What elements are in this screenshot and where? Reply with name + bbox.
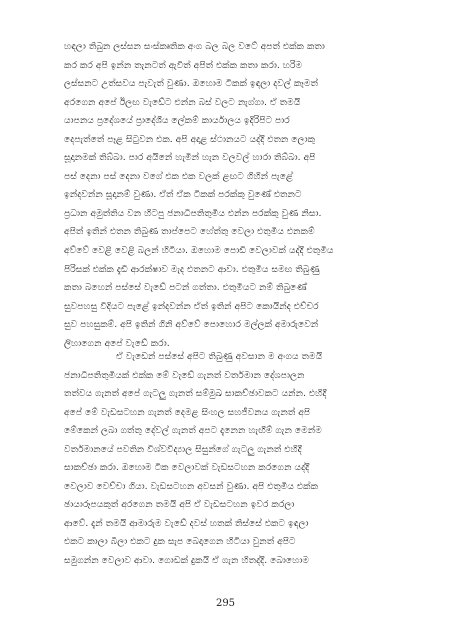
text-line: දෙපැත්තේ පෑළ සිටුවන එක. අපි අදාළ ස්ථානයට යද්දී එතන ලොකු xyxy=(64,133,316,145)
text-line: යාපනය ප්‍රදේශයේ ප්‍රාදේශීය ලේකම් කාර්යාලය ඉදිරිපිට පාර xyxy=(64,115,290,127)
paragraph-2 xyxy=(64,348,393,571)
text-line: සූදානමක් තිබ්බා. පාර අයිනේ හැමින් හැන වලවල් හාරා තිබ්බා. අපි xyxy=(64,152,316,164)
text-line: ජනාධිපතිතුමියක් එක්ක මේ වැඩේ ගැනත් වර්තමාන දේශපාලන xyxy=(64,369,305,381)
text-line: කතා බහෙන් පස්සේ වැඩේ පටන් ගත්තා. එතුමියට නම් තිබුණේ xyxy=(64,282,307,294)
text-line: සමුගන්න වෙලාව ආවා. ගොඩක් දුකයි ඒ ගැන හිතද්දී. බොහොම xyxy=(64,555,310,567)
text-line: අරගෙන අපේ ඊලඟ වැඩේට එන්න බස් වලට නැග්ගා. ඒ තමයි xyxy=(64,96,301,108)
text-line: සුවපහසු විදියට පැළේ ඉන්දවන්න ඒත් ඉතින් අපිට කොයින්ද එච්චර xyxy=(64,300,319,312)
page-number: 295 xyxy=(215,598,236,609)
text-line: පස් දෙනා පස් දෙනා වගේ එක එක වලක් ළඟට ගිහින් පැළේ xyxy=(64,170,294,182)
text-line: එකට කාලා බීලා එකට දුක සැප බෙදාගෙන හිටියා වුනත් අපිට xyxy=(64,536,296,548)
text-line: ඉන්දවන්න සූදානම් වුණා. ඒත් ඒක ටිකක් පරක්කු වුණේ එතනට xyxy=(64,189,302,201)
text-line: වෙලාව වෙච්චා ගියා. වැඩසටහන අවසන් වුණා. අපි එතුමිය එක්ක xyxy=(64,480,319,492)
text-line: අපිත් ඉතින් එතන තිබුණ තාප්පෙට හේත්තු වෙලා එතුමිය එනකම් xyxy=(64,226,315,238)
text-line: ලිහාගෙන අපේ වැඩේ කරා. xyxy=(64,337,170,349)
text-line: ප්‍රධාන අමුත්තිය වන හිටපු ජනාධිපතිතුමිය එන්න පරක්කු වුණ නිසා. xyxy=(64,207,322,219)
text-line: සාකච්ඡා කරා. ඔහොම ටික වෙලාවක් වැඩසටහන කරගෙන යද්දී xyxy=(64,462,310,474)
text-line: ඡායාරූපයකුත් අරගෙන තමයි අපි ඒ වැඩසටහන ඉවර කරලා xyxy=(64,499,295,511)
text-line: තත්වය ගැනත් අපේ ගැටලු ගැනත් සම්මුඛ සාකච්ඡාවකට යන්න. එහිදී xyxy=(64,388,327,400)
text-line: ලස්සනට උත්සවය පැවැත් වුණා. ඔහොම ටිකක් ඉඳලා දවල් කෑමත් xyxy=(64,78,318,90)
text-line: හඳලා තිබුන ලස්සන සංස්කෘතික අංග බල බල වටේ අපත් එක්ක කතා xyxy=(64,41,325,52)
text-line: අපේ මේ වැඩසටහන ගැනත් දෙමළ සිංහල සහජීවනය ගැනත් අපි xyxy=(64,406,311,418)
text-line: අව්වේ වෙළි වෙළි බලන් හිටියා. ඔහොම පොඩි වෙලාවක් යද්දී එතුමිය xyxy=(64,245,334,257)
paragraph-1 xyxy=(64,38,393,353)
text-line: මේකෙන් ලබා ගත්තු දේවල් ගැනත් අපට දැනෙන හැඟීම් ගැන මෙන්ම xyxy=(64,425,322,437)
text-line: සුව පහසුකම්. අපි ඉතින් ගිනි අව්වේ පොහොර මල්ලක් අමාරුවෙන් xyxy=(64,319,319,331)
text-line: පිරිසක් එක්ක දැඩි ආරක්ෂාව මැද එතනට ආවා. එතුමිය සමඟ තිබුණු xyxy=(64,263,320,275)
text-line: ආවේ. දැන් තමයි ආමාරුම වැඩේ දවස් හතක් තිස්සේ එකට ඉඳලා xyxy=(64,517,309,529)
text-line: කර කර අපි ඉන්න තැනටත් ඇවිත් අපිත් එක්ක කතා කරා. හරිම xyxy=(64,59,303,71)
text-line: වර්තමානයේ පවතින විශ්වවිද්‍යාල සිසුන්ගේ ගැටලු ගැනත් එහිදී xyxy=(64,443,302,455)
text-line: ඒ වැඩෙන් පස්සේ අපිට තිබුණු අවසාන ම අංගය තමයි xyxy=(116,351,323,362)
